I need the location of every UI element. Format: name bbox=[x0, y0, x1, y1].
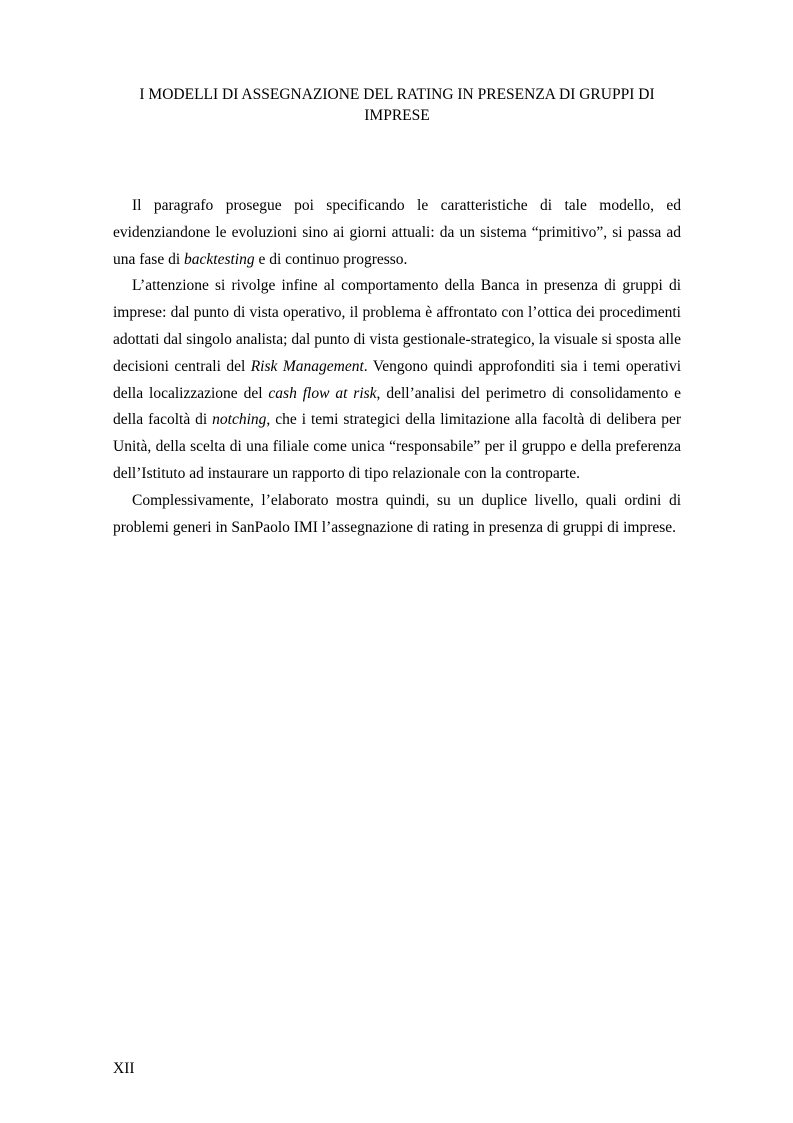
paragraph-2 bbox=[113, 273, 681, 487]
paragraph-2-italic-risk-management: Risk Management bbox=[250, 357, 364, 375]
paragraph-2-text-g: , che i temi strategici della limitazione alla facoltà di delibera per Unità, della scelta di una filiale come unica “responsabile” per il gruppo e della preferenza dell’Istituto ad instaurare un rapporto di tipo relazionale con la controparte. bbox=[113, 411, 681, 482]
paragraph-2-italic-cash-flow: cash flow at risk bbox=[268, 384, 377, 402]
header-line-2: IMPRESE bbox=[364, 107, 430, 124]
paragraph-1-text-a: Il paragrafo prosegue poi specificando le caratteristiche di tale modello, ed evidenziandone le evoluzioni sino ai giorni attuali: da un sistema “primitivo”, si passa ad una fase di bbox=[113, 197, 681, 268]
paragraph-1-italic-backtesting: backtesting bbox=[184, 250, 255, 268]
paragraph-2-text-a: L’attenzione si rivolge infine al comportamento della Banca in presenza di gruppi di imprese: dal punto di vista operativo, il problema è affrontato con l’ottica dei procedimenti adottati dal singolo analista; dal punto di vista gestionale-strategico, la visuale si sposta alle decisioni centrali del bbox=[113, 277, 681, 375]
body-text bbox=[113, 193, 681, 541]
header-line-1: I MODELLI DI ASSEGNAZIONE DEL RATING IN PRESENZA DI GRUPPI DI bbox=[139, 86, 655, 103]
paragraph-1-text-c: e di continuo progresso. bbox=[254, 250, 408, 268]
paragraph-2-text-c: . Vengono quindi approfonditi sia i temi operativi della localizzazione del bbox=[113, 357, 682, 402]
paragraph-3 bbox=[113, 488, 681, 542]
page-number: XII bbox=[113, 1060, 135, 1077]
paragraph-3-text-a: Complessivamente, l’elaborato mostra quindi, su un duplice livello, quali ordini di problemi generi in SanPaolo IMI l’assegnazione di rating in presenza di gruppi di imprese. bbox=[113, 491, 681, 536]
paragraph-2-italic-notching: notching bbox=[212, 411, 267, 429]
paragraph-2-text-e: , dell’analisi del perimetro di consolidamento e della facoltà di bbox=[113, 384, 681, 429]
page-header bbox=[113, 84, 681, 126]
paragraph-1 bbox=[113, 193, 681, 273]
